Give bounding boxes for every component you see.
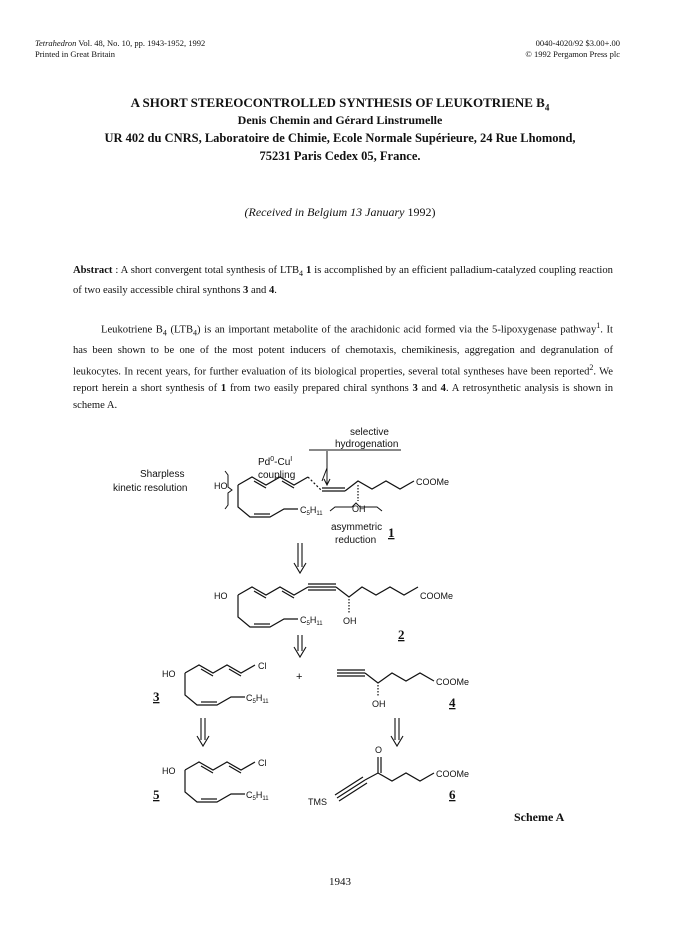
body-text-h: . A retrosynthetic analysis is shown in scheme A. bbox=[73, 383, 614, 412]
retro-arrows bbox=[197, 543, 403, 746]
c3-cl: Cl bbox=[258, 661, 267, 671]
c4-coome: COOMe bbox=[436, 677, 470, 687]
scheme-a-figure bbox=[0, 415, 680, 835]
compound-5-structure bbox=[185, 762, 255, 802]
sharpless-label: Sharpless bbox=[140, 469, 185, 480]
c3-c5h11: $C_5H_{11}$ bbox=[246, 693, 269, 705]
body-text-a: Leukotriene B bbox=[101, 324, 163, 336]
c6-o: O bbox=[375, 745, 383, 755]
kinetic-resolution-label: kinetic resolution bbox=[113, 483, 188, 494]
c5-ho: HO bbox=[162, 766, 176, 776]
received-year: 1992) bbox=[407, 205, 436, 219]
received-date bbox=[0, 205, 680, 220]
asymmetric-label: asymmetric bbox=[331, 522, 383, 533]
article-code: 0040-4020/92 $3.00+.00 bbox=[535, 38, 620, 48]
c5-cl: Cl bbox=[258, 758, 267, 768]
abstract-sub: 4 bbox=[299, 269, 304, 279]
abstract-compound-1: 1 bbox=[306, 265, 312, 276]
abstract-end: . bbox=[274, 285, 277, 297]
c2-oh: OH bbox=[343, 616, 357, 626]
body-sub-a: 4 bbox=[162, 328, 167, 338]
affiliation-line-2: 75231 Paris Cedex 05, France. bbox=[259, 149, 421, 163]
body-sub-b: 4 bbox=[193, 328, 198, 338]
c5-c5h11: $C_5H_{11}$ bbox=[246, 790, 269, 802]
compound-label-1: 1 bbox=[388, 525, 395, 540]
compound-6-structure bbox=[335, 757, 434, 801]
received-day: 13 January bbox=[350, 205, 405, 219]
body-text-g: and bbox=[417, 383, 441, 395]
c2-coome: COOMe bbox=[420, 591, 454, 601]
body-text-f: from two easily prepared chiral synthons bbox=[226, 383, 413, 395]
abstract-compound-4: 4 bbox=[268, 285, 275, 297]
compound-label-3: 3 bbox=[153, 689, 160, 704]
c6-coome: COOMe bbox=[436, 769, 470, 779]
compound-4-structure bbox=[337, 670, 434, 697]
copyright: © 1992 Pergamon Press plc bbox=[525, 49, 620, 59]
ref-2: 2 bbox=[589, 362, 594, 372]
printed-in: Printed in Great Britain bbox=[35, 49, 116, 59]
c1-c5h11: $C_5H_{11}$ bbox=[300, 505, 323, 517]
received-prefix: (Received in Belgium bbox=[244, 205, 348, 219]
c1-ho: HO bbox=[214, 481, 228, 491]
reduction-label: reduction bbox=[335, 535, 377, 546]
journal-name: Tetrahedron bbox=[35, 38, 77, 48]
body-compound-4: 4 bbox=[440, 383, 446, 395]
affiliation-line-1: UR 402 du CNRS, Laboratoire de Chimie, Ecole Normale Supérieure, 24 Rue Lhomond, bbox=[104, 131, 576, 145]
abstract bbox=[73, 262, 613, 299]
c3-ho: HO bbox=[162, 669, 176, 679]
compound-label-6: 6 bbox=[449, 787, 456, 802]
body-text-e: . We report herein a short synthesis of bbox=[73, 366, 613, 395]
title-text: A SHORT STEREOCONTROLLED SYNTHESIS OF LEUKOTRIENE B bbox=[130, 95, 545, 110]
body-text-c: ) is an important metabolite of the arachidonic acid formed via the 5-lipoxygenase pathway bbox=[197, 324, 597, 336]
abstract-and: and bbox=[248, 285, 269, 297]
pd-cu-label: $Pd^0-Cu^I$ bbox=[258, 456, 293, 468]
citation-text: Vol. 48, No. 10, pp. 1943-1952, 1992 bbox=[78, 38, 206, 48]
body-text-d: . It has been shown to be one of the most potent inducers of chemotaxis, chemikinesis, aggregation and degranulation of leukocytes. In recent years, for further evaluation of its biological properties, several total syntheses have been reported bbox=[73, 324, 613, 378]
c2-c5h11: $C_5H_{11}$ bbox=[300, 615, 323, 627]
compound-label-5: 5 bbox=[153, 787, 160, 802]
compound-label-4: 4 bbox=[449, 695, 456, 710]
c2-ho: HO bbox=[214, 591, 228, 601]
selective-label: selective bbox=[350, 427, 389, 438]
compound-3-structure bbox=[185, 665, 255, 705]
title-subscript: 4 bbox=[544, 102, 550, 113]
authors: Denis Chemin and Gérard Linstrumelle bbox=[237, 113, 443, 127]
c1-oh: OH bbox=[352, 504, 366, 514]
hydrogenation-label: hydrogenation bbox=[335, 439, 399, 450]
page-number: 1943 bbox=[329, 876, 351, 888]
paper-title bbox=[0, 95, 680, 113]
body-compound-3: 3 bbox=[412, 383, 418, 395]
compound-label-2: 2 bbox=[398, 627, 405, 642]
abstract-text: : A short convergent total synthesis of LTB bbox=[112, 265, 300, 276]
body-paragraph bbox=[73, 317, 613, 414]
scheme-caption: Scheme A bbox=[514, 810, 565, 824]
journal-citation bbox=[35, 38, 205, 49]
c1-coome: COOMe bbox=[416, 477, 450, 487]
coupling-label: coupling bbox=[258, 470, 296, 481]
compound-2-structure bbox=[238, 584, 418, 627]
body-compound-1: 1 bbox=[220, 383, 227, 395]
plus-sign: + bbox=[296, 671, 303, 683]
abstract-label: Abstract bbox=[73, 265, 113, 276]
abstract-compound-3: 3 bbox=[243, 285, 249, 297]
c6-tms: TMS bbox=[308, 797, 327, 807]
c4-oh: OH bbox=[372, 699, 386, 709]
abstract-text-2: is accomplished by an efficient palladium-catalyzed coupling reaction of two easily accessible chiral synthons bbox=[73, 265, 613, 297]
ref-1: 1 bbox=[596, 321, 601, 330]
body-text-b: (LTB bbox=[166, 324, 194, 336]
